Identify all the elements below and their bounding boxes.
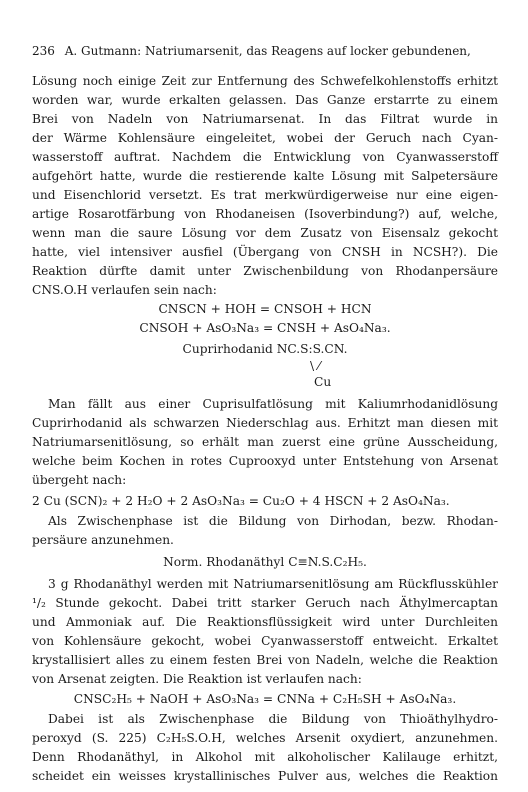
compound-heading: Norm. Rhodanäthyl C≡N.S.C₂H₅. <box>163 555 367 569</box>
text-line: peroxyd (S. 225) C₂H₅S.O.H, welches Arsenit oxydiert, anzunehmen. <box>32 731 498 745</box>
text-line: von Arsenat zeigten. Die Reaktion ist verlaufen nach: <box>32 672 362 686</box>
compound-heading: Cuprirhodanid NC.S:S.CN. <box>182 342 348 356</box>
text-line: welche beim Kochen in rotes Cuprooxyd unter Entstehung von Arsenat <box>32 454 498 468</box>
page-header <box>32 44 471 58</box>
text-line: aufgehört hatte, wurde die restierende kalte Lösung mit Salpetersäure <box>32 169 498 183</box>
text-line: krystallisiert alles zu einem festen Brei von Nadeln, welche die Reaktion <box>32 653 498 667</box>
page-number: 236 <box>32 44 55 58</box>
text-line: Brei von Nadeln von Natriumarsenat. In das Filtrat wurde in <box>32 112 498 126</box>
text-line: worden war, wurde erkalten gelassen. Das Ganze erstarrte zu einem <box>32 93 498 107</box>
text-line: CNS.O.H verlaufen sein nach: <box>32 283 217 297</box>
text-line: Man fällt aus einer Cuprisulfatlösung mit Kaliumrhodanidlösung <box>48 397 498 411</box>
text-line: 3 g Rhodanäthyl werden mit Natriumarsenitlösung am Rückflusskühler <box>48 577 498 591</box>
text-line: von Kohlensäure gekocht, wobei Cyanwasserstoff entweicht. Erkaltet <box>32 634 498 648</box>
structure-bonds: \ ⁄ <box>310 359 321 373</box>
text-line: persäure anzunehmen. <box>32 533 174 547</box>
equation: CNSC₂H₅ + NaOH + AsO₃Na₃ = CNNa + C₂H₅SH + AsO₄Na₃. <box>73 692 457 706</box>
text-line: und Eisenchlorid versetzt. Es trat merkwürdigerweise nur eine eigen- <box>32 188 498 202</box>
text-line: und Ammoniak auf. Die Reaktionsflüssigkeit wird unter Durchleiten <box>32 615 498 629</box>
text-line: Als Zwischenphase ist die Bildung von Dirhodan, bezw. Rhodan- <box>48 514 498 528</box>
equation: 2 Cu (SCN)₂ + 2 H₂O + 2 AsO₃Na₃ = Cu₂O + 4 HSCN + 2 AsO₄Na₃. <box>32 494 450 508</box>
equation: CNSOH + AsO₃Na₃ = CNSH + AsO₄Na₃. <box>139 321 391 335</box>
equation: CNSCN + HOH = CNSOH + HCN <box>158 302 372 316</box>
text-line: wenn man die saure Lösung vor dem Zusatz von Eisensalz gekocht <box>32 226 498 240</box>
structure-atom: Cu <box>314 375 332 389</box>
text-line: wasserstoff auftrat. Nachdem die Entwicklung von Cyanwasserstoff <box>32 150 498 164</box>
text-line: hatte, viel intensiver ausfiel (Übergang von CNSH in NCSH?). Die <box>32 245 498 259</box>
text-line: ¹/₂ Stunde gekocht. Dabei tritt starker Geruch nach Äthylmercaptan <box>32 596 498 610</box>
text-line: übergeht nach: <box>32 473 127 487</box>
text-line: Natriumarsenitlösung, so erhält man zuerst eine grüne Ausscheidung, <box>32 435 498 449</box>
text-line: Cuprirhodanid als schwarzen Niederschlag aus. Erhitzt man diesen mit <box>32 416 498 430</box>
text-line: scheidet ein weisses krystallinisches Pulver aus, welches die Reaktion <box>32 769 498 783</box>
text-line: Dabei ist als Zwischenphase die Bildung von Thioäthylhydro- <box>48 712 498 726</box>
text-line: Reaktion dürfte damit unter Zwischenbildung von Rhodanpersäure <box>32 264 498 278</box>
text-line: der Wärme Kohlensäure eingeleitet, wobei der Geruch nach Cyan- <box>32 131 498 145</box>
text-line: Denn Rhodanäthyl, in Alkohol mit alkoholischer Kalilauge erhitzt, <box>32 750 498 764</box>
running-title: A. Gutmann: Natriumarsenit, das Reagens auf locker gebundenen, <box>64 44 471 58</box>
text-line: Lösung noch einige Zeit zur Entfernung des Schwefelkohlenstoffs erhitzt <box>32 74 498 88</box>
text-line: artige Rosarotfärbung von Rhodaneisen (Isoverbindung?) auf, welche, <box>32 207 498 221</box>
